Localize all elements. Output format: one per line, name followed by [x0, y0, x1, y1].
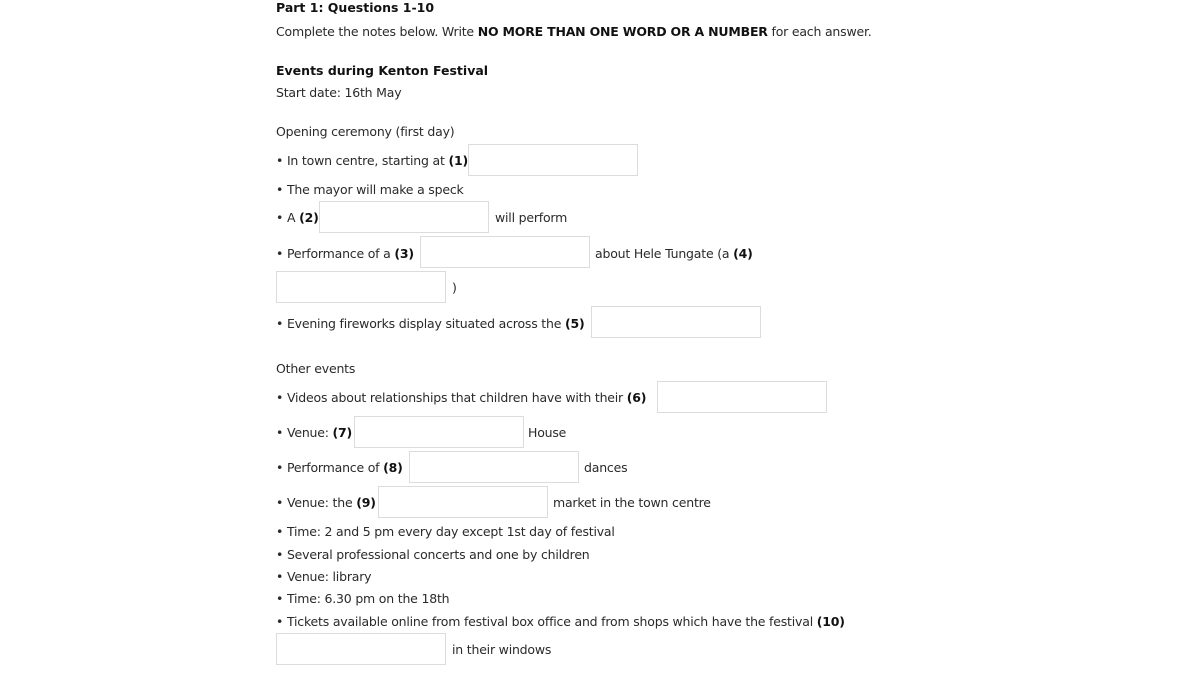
question-number: (1) [448, 153, 468, 168]
instructions-bold: NO MORE THAN ONE WORD OR A NUMBER [477, 24, 768, 39]
question-number: (2) [299, 210, 319, 225]
line-suffix: market in the town centre [553, 495, 711, 510]
line-text: • A [276, 210, 300, 225]
line-text: • Videos about relationships that children have with their [276, 390, 627, 405]
question-number: (10) [816, 614, 845, 629]
line-suffix: will perform [495, 210, 568, 225]
note-line-5 [276, 316, 585, 331]
line-suffix: House [528, 425, 567, 440]
note-line-3 [276, 210, 319, 225]
note-line-4 [276, 246, 414, 261]
question-number: (8) [383, 460, 403, 475]
answer-input-9[interactable] [378, 486, 548, 518]
line-text: about Hele Tungate (a [595, 246, 734, 261]
part-title: Part 1: Questions 1-10 [276, 0, 435, 15]
question-number: (7) [332, 425, 353, 440]
note-line-14 [276, 614, 845, 629]
note-line-12: • Venue: library [276, 569, 372, 584]
answer-input-1[interactable] [468, 144, 638, 176]
line-suffix [595, 246, 753, 261]
note-line-6 [276, 390, 646, 405]
answer-input-3[interactable] [420, 236, 590, 268]
line-text: • Tickets available online from festival box office and from shops which have the festival [276, 614, 817, 629]
line-text: • Venue: the [276, 495, 357, 510]
line-suffix: in their windows [452, 642, 552, 657]
close-paren: ) [452, 280, 457, 295]
question-number: (5) [564, 316, 585, 331]
line-text: • In town centre, starting at [276, 153, 449, 168]
start-date: Start date: 16th May [276, 85, 402, 100]
note-line-10: • Time: 2 and 5 pm every day except 1st day of festival [276, 524, 615, 539]
question-number: (4) [733, 246, 753, 261]
note-line-13: • Time: 6.30 pm on the 18th [276, 591, 450, 606]
question-number: (9) [356, 495, 376, 510]
note-line-2: • The mayor will make a speck [276, 182, 464, 197]
answer-input-6[interactable] [657, 381, 827, 413]
line-text: • Performance of [276, 460, 384, 475]
other-events-title: Other events [276, 361, 356, 376]
note-line-1 [276, 153, 468, 168]
opening-ceremony-title: Opening ceremony (first day) [276, 124, 455, 139]
answer-input-2[interactable] [319, 201, 489, 233]
note-line-9 [276, 495, 376, 510]
section-heading: Events during Kenton Festival [276, 63, 489, 78]
line-text: • Performance of a [276, 246, 395, 261]
instructions-suffix: for each answer. [767, 24, 872, 39]
answer-input-10[interactable] [276, 633, 446, 665]
answer-input-4[interactable] [276, 271, 446, 303]
note-line-7 [276, 425, 352, 440]
note-line-8 [276, 460, 403, 475]
answer-input-8[interactable] [409, 451, 579, 483]
line-text: • Venue: [276, 425, 333, 440]
note-line-11: • Several professional concerts and one by children [276, 547, 590, 562]
question-number: (6) [626, 390, 647, 405]
answer-input-5[interactable] [591, 306, 761, 338]
question-number: (3) [394, 246, 414, 261]
line-suffix: dances [584, 460, 628, 475]
answer-input-7[interactable] [354, 416, 524, 448]
instructions-prefix: Complete the notes below. Write [276, 24, 478, 39]
instructions [276, 24, 872, 39]
line-text: • Evening fireworks display situated across the [276, 316, 565, 331]
